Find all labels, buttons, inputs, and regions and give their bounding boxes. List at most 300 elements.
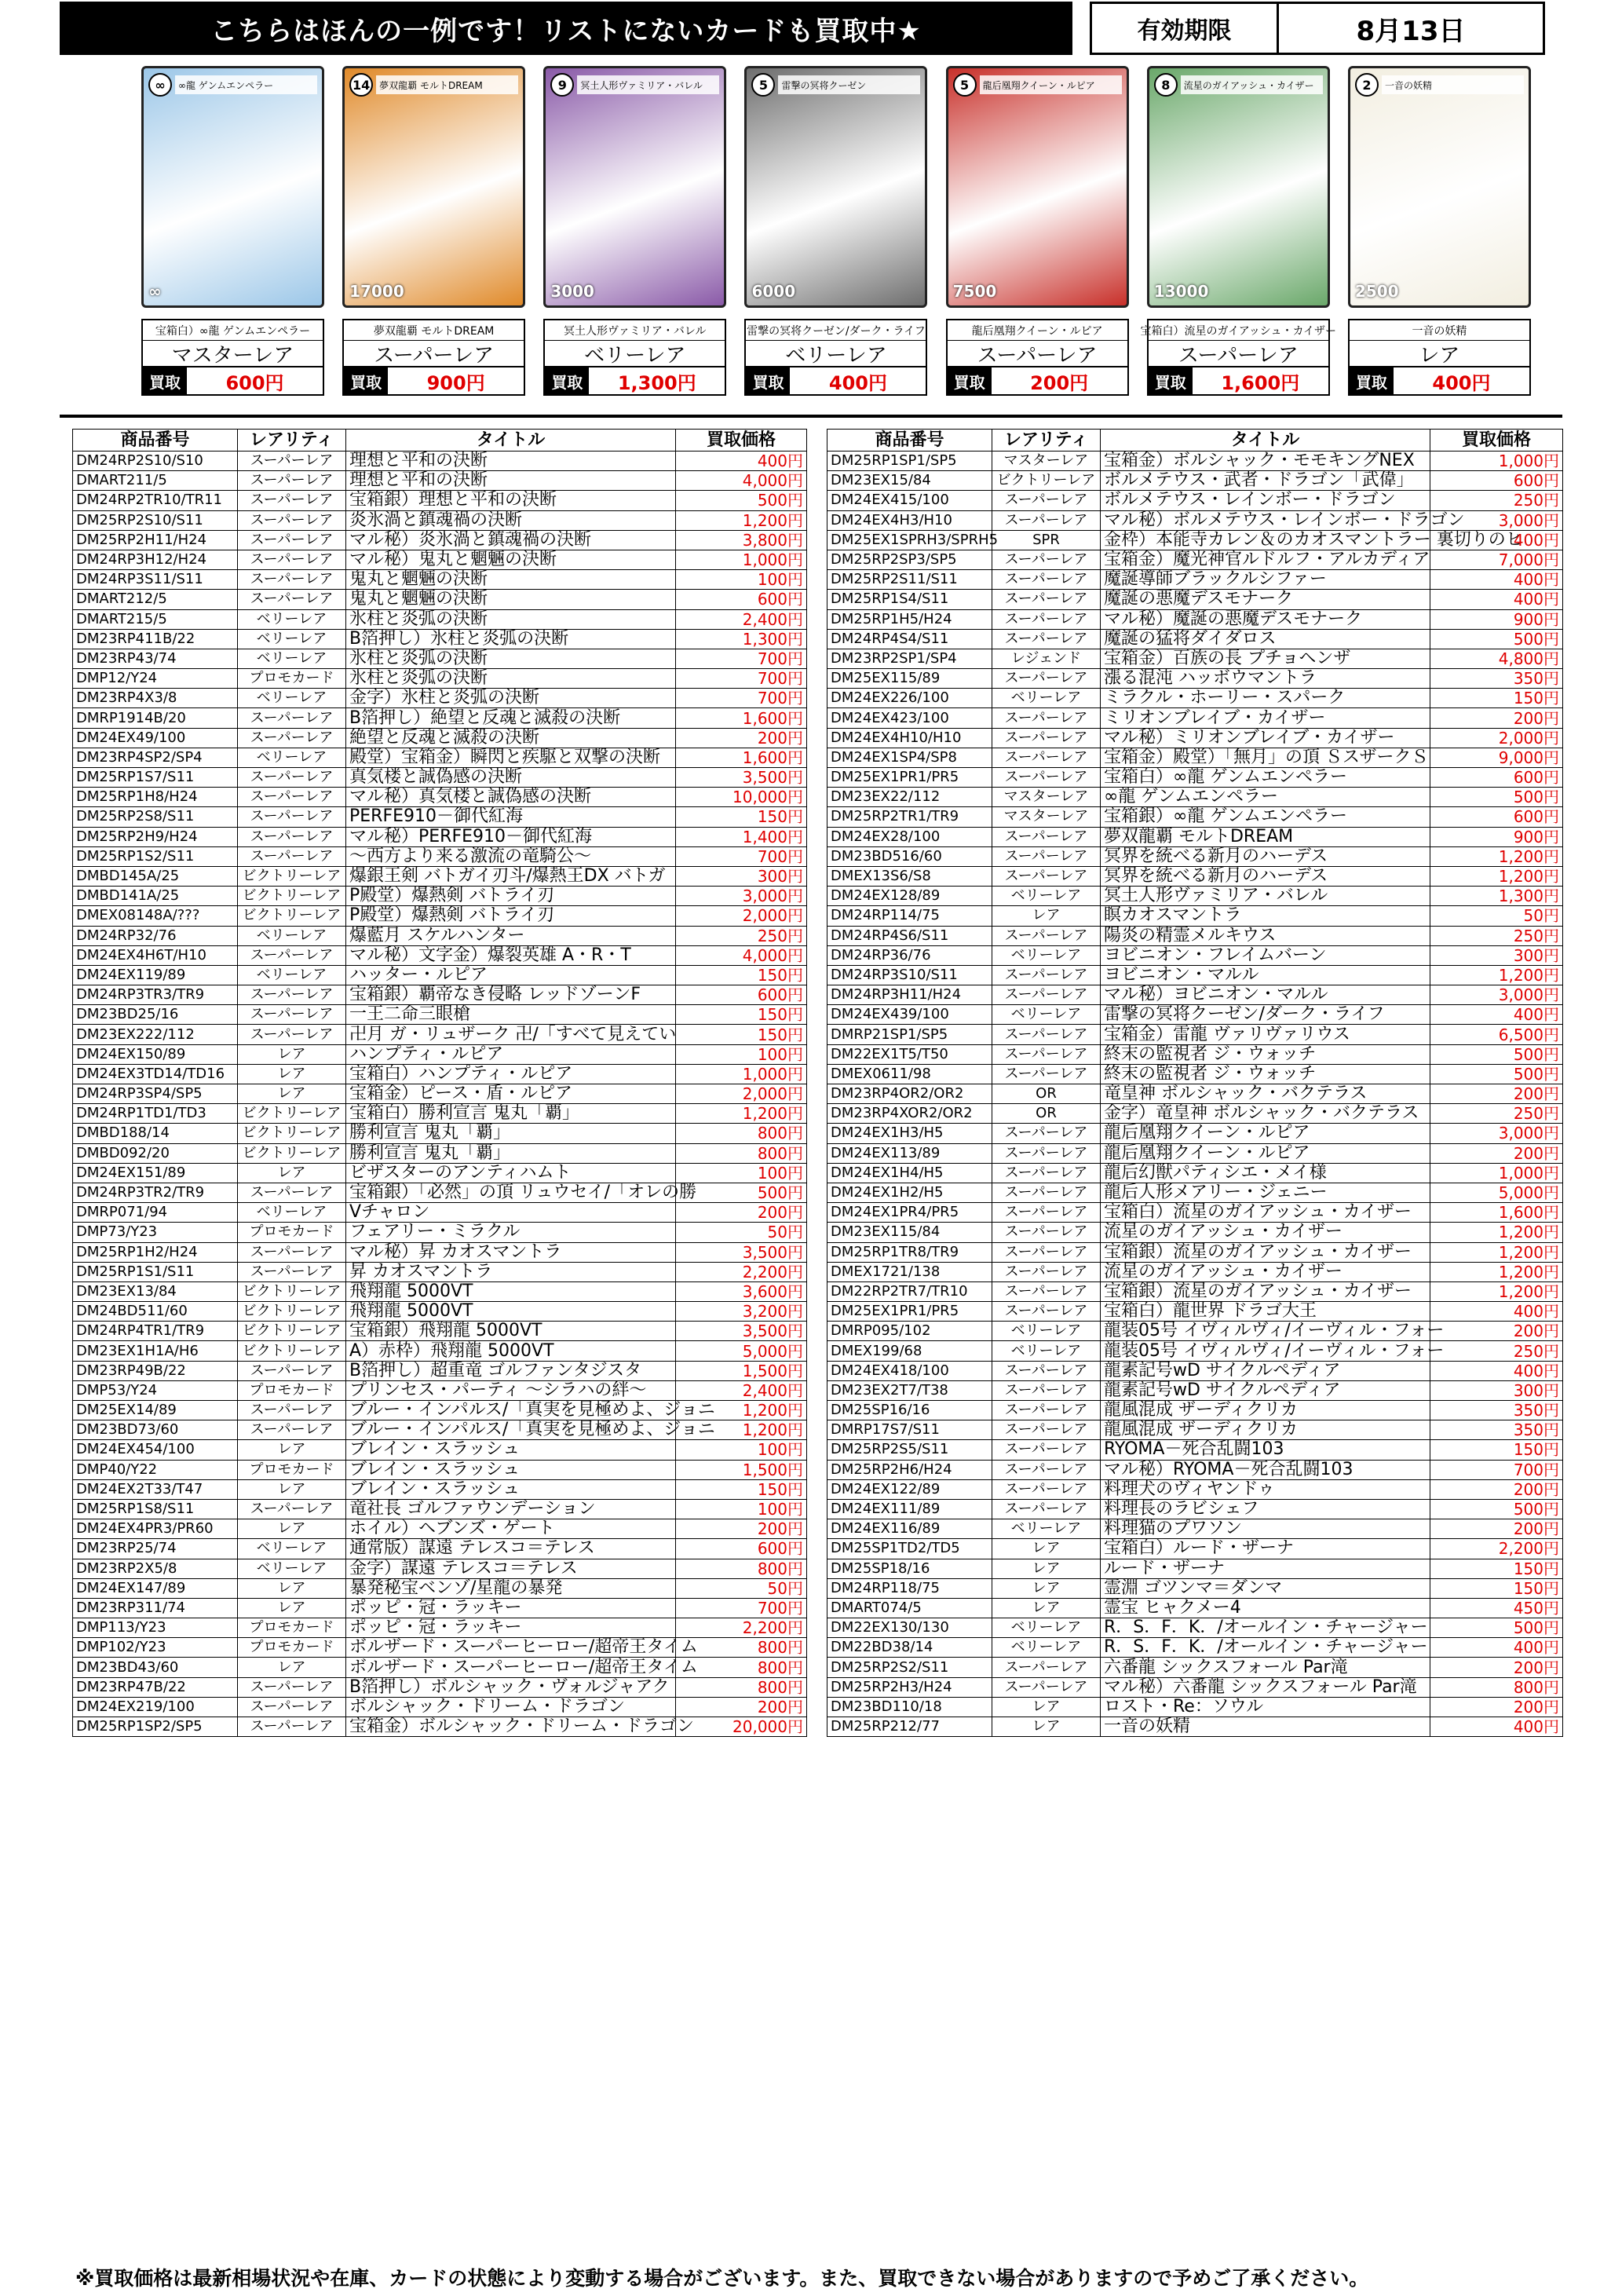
table-row [73, 1578, 807, 1598]
table-header-row [827, 430, 1563, 452]
rarity-cell: スーパーレア [238, 530, 346, 550]
title-cell: ∞龍 ゲンムエンペラー [1101, 788, 1430, 807]
rarity-cell: スーパーレア [238, 1361, 346, 1380]
product-no-cell: DMART211/5 [73, 471, 238, 491]
table-row [827, 1559, 1563, 1578]
price-cell: 500円 [1430, 1618, 1563, 1638]
price-cell: 1,600円 [1430, 1203, 1563, 1223]
table-row [73, 649, 807, 668]
table-row [827, 609, 1563, 629]
rarity-cell: レア [238, 1519, 346, 1539]
rarity-cell: スーパーレア [238, 1420, 346, 1440]
card-rarity: マスターレア [143, 341, 323, 367]
rarity-cell: ビクトリーレア [238, 1302, 346, 1322]
expiry-date: 8月13日 [1356, 15, 1466, 47]
title-cell: マル秘）PERFE910－御代紅海 [346, 827, 676, 846]
table-row [827, 1341, 1563, 1361]
title-cell: 流星のガイアッシュ・カイザー [1101, 1223, 1430, 1242]
product-no-cell: DM24RP32/76 [73, 926, 238, 945]
price-cell: 1,200円 [676, 1104, 807, 1124]
rarity-cell: スーパーレア [238, 807, 346, 827]
featured-card [543, 66, 726, 396]
table-row [827, 728, 1563, 748]
rarity-cell: ベリーレア [238, 1539, 346, 1559]
table-row [73, 788, 807, 807]
card-rarity: スーパーレア [1149, 341, 1328, 367]
price-cell: 3,000円 [1430, 510, 1563, 530]
table-row [73, 1401, 807, 1420]
card-power: 13000 [1153, 282, 1209, 301]
table-row [827, 1578, 1563, 1598]
title-cell: 宝箱銀）∞龍 ゲンムエンペラー [1101, 807, 1430, 827]
price-cell: 200円 [676, 1519, 807, 1539]
rarity-cell: ビクトリーレア [238, 1104, 346, 1124]
title-cell: 鬼丸と魍魎の決断 [346, 590, 676, 609]
table-row [827, 1242, 1563, 1262]
price-cell: 3,500円 [676, 1242, 807, 1262]
rarity-cell: スーパーレア [238, 728, 346, 748]
card-buy-row [545, 367, 725, 394]
card-art [543, 66, 726, 308]
product-no-cell: DM23EX13/84 [73, 1281, 238, 1301]
rarity-cell: ベリーレア [992, 945, 1101, 965]
header-rarity: レアリティ [238, 430, 346, 452]
product-no-cell: DM24RP3SP4/SP5 [73, 1084, 238, 1104]
title-cell: 龍后凰翔クイーン・ルピア [1101, 1124, 1430, 1143]
card-name: 一音の妖精 [1382, 75, 1524, 94]
table-row [827, 1361, 1563, 1380]
product-no-cell: DM25EX1PR1/PR5 [827, 1302, 992, 1322]
title-cell: B箔押し）ボルシャック・ヴォルジャアク [346, 1677, 676, 1697]
header-rarity: レアリティ [992, 430, 1101, 452]
table-row [827, 985, 1563, 1005]
title-cell: 勝利宣言 鬼丸「覇」 [346, 1143, 676, 1163]
title-cell: ルード・ザーナ [1101, 1559, 1430, 1578]
table-row [827, 926, 1563, 945]
title-cell: 六番龍 シックスフォール Par滝 [1101, 1658, 1430, 1677]
card-caption: 冥土人形ヴァミリア・バレル [545, 320, 725, 341]
rarity-cell: スーパーレア [238, 452, 346, 471]
price-cell: 150円 [1430, 689, 1563, 708]
product-no-cell: DM24RP3H12/H24 [73, 550, 238, 569]
table-row [73, 1322, 807, 1341]
title-cell: 宝箱金）ボルシャック・ドリーム・ドラゴン [346, 1717, 676, 1737]
price-cell: 200円 [1430, 1658, 1563, 1677]
price-cell: 200円 [676, 1697, 807, 1717]
title-cell: 真気楼と誠偽感の決断 [346, 768, 676, 788]
rarity-cell: スーパーレア [992, 550, 1101, 569]
rarity-cell: スーパーレア [238, 1401, 346, 1420]
rarity-cell: スーパーレア [992, 1499, 1101, 1519]
product-no-cell: DMRP17S7/S11 [827, 1420, 992, 1440]
table-row [827, 866, 1563, 886]
title-cell: 宝箱白）ルード・ザーナ [1101, 1539, 1430, 1559]
card-price: 1,300円 [617, 371, 696, 394]
table-row [827, 1005, 1563, 1025]
buy-label: 買取 [344, 367, 388, 394]
title-cell: ハッター・ルピア [346, 965, 676, 985]
price-cell: 300円 [676, 866, 807, 886]
product-no-cell: DM22EX1T5/T50 [827, 1044, 992, 1064]
product-no-cell: DM25RP2S11/S11 [827, 570, 992, 590]
title-cell: 魔誕の猛将ダイダロス [1101, 629, 1430, 649]
product-no-cell: DM23RP4XOR2/OR2 [827, 1104, 992, 1124]
card-rarity: ベリーレア [545, 341, 725, 367]
table-row [73, 1420, 807, 1440]
card-power: 6000 [751, 282, 796, 301]
title-cell: マル秘）炎氷渦と鎮魂禍の決断 [346, 530, 676, 550]
product-no-cell: DM23RP4SP2/SP4 [73, 748, 238, 767]
product-no-cell: DM24EX122/89 [827, 1479, 992, 1499]
card-info [543, 319, 726, 396]
title-cell: 終末の監視者 ジ・ウォッチ [1101, 1044, 1430, 1064]
title-cell: 宝箱銀）流星のガイアッシュ・カイザー [1101, 1281, 1430, 1301]
rarity-cell: レア [992, 1539, 1101, 1559]
rarity-cell: スーパーレア [992, 491, 1101, 510]
table-row [73, 1539, 807, 1559]
card-caption: 宝箱白）∞龍 ゲンムエンペラー [143, 320, 323, 341]
product-no-cell: DM25RP2H6/H24 [827, 1460, 992, 1479]
price-cell: 250円 [1430, 926, 1563, 945]
price-cell: 400円 [1430, 1005, 1563, 1025]
card-price: 200円 [1030, 371, 1089, 394]
table-row [827, 1677, 1563, 1697]
rarity-cell: ビクトリーレア [238, 1124, 346, 1143]
rarity-cell: スーパーレア [992, 1242, 1101, 1262]
title-cell: 龍后凰翔クイーン・ルピア [1101, 1143, 1430, 1163]
table-row [73, 768, 807, 788]
rarity-cell: スーパーレア [992, 1479, 1101, 1499]
title-cell: 瞑カオスマントラ [1101, 906, 1430, 926]
price-cell: 9,000円 [1430, 748, 1563, 767]
title-cell: R．S．F．K．/オールイン・チャージャー [1101, 1618, 1430, 1638]
product-no-cell: DM25SP16/16 [827, 1401, 992, 1420]
product-no-cell: DM24EX4H6T/H10 [73, 945, 238, 965]
product-no-cell: DM24EX3TD14/TD16 [73, 1064, 238, 1084]
title-cell: 宝箱金）ボルシャック・モモキングNEX [1101, 452, 1430, 471]
title-cell: 一王二命三眼槍 [346, 1005, 676, 1025]
title-cell: ブルー・インパルス/「真実を見極めよ、ジョニ [346, 1420, 676, 1440]
rarity-cell: スーパーレア [992, 1281, 1101, 1301]
title-cell: 鬼丸と魍魎の決断 [346, 570, 676, 590]
product-no-cell: DM23RP2SP1/SP4 [827, 649, 992, 668]
table-row [73, 1281, 807, 1301]
table-row [73, 1598, 807, 1618]
rarity-cell: ベリーレア [992, 1618, 1101, 1638]
featured-card [141, 66, 324, 396]
card-buy-row [143, 367, 323, 394]
price-cell: 700円 [676, 846, 807, 866]
title-cell: ポッピ・冠・ラッキー [346, 1618, 676, 1638]
table-row [73, 1203, 807, 1223]
price-cell: 700円 [676, 669, 807, 689]
title-cell: 龍装05号 イヴィルヴィ/イーヴィル・フォー [1101, 1341, 1430, 1361]
rarity-cell: スーパーレア [992, 629, 1101, 649]
table-row [827, 1638, 1563, 1658]
table-row [827, 1380, 1563, 1400]
price-cell: 2,200円 [1430, 1539, 1563, 1559]
rarity-cell: ビクトリーレア [238, 887, 346, 906]
title-cell: 金字）謀遠 テレスコ＝テレス [346, 1559, 676, 1578]
rarity-cell: スーパーレア [238, 550, 346, 569]
product-no-cell: DM23RP2X5/8 [73, 1559, 238, 1578]
price-cell: 400円 [1430, 1638, 1563, 1658]
rarity-cell: スーパーレア [992, 1124, 1101, 1143]
featured-card [1348, 66, 1531, 396]
table-row [73, 1025, 807, 1044]
price-cell: 200円 [1430, 708, 1563, 728]
rarity-cell: スーパーレア [992, 1440, 1101, 1460]
expiry-box [1090, 2, 1545, 55]
rarity-cell: プロモカード [238, 1618, 346, 1638]
price-cell: 800円 [676, 1658, 807, 1677]
table-row [73, 1084, 807, 1104]
card-info [1140, 319, 1337, 396]
table-row [827, 570, 1563, 590]
rarity-cell: スーパーレア [238, 1697, 346, 1717]
rarity-cell: スーパーレア [238, 570, 346, 590]
card-price: 400円 [828, 371, 888, 394]
title-cell: 龍風混成 ザーディクリカ [1101, 1401, 1430, 1420]
header-product-no: 商品番号 [827, 430, 992, 452]
table-row [73, 1618, 807, 1638]
title-cell: プリンセス・パーティ ～シラハの絆～ [346, 1380, 676, 1400]
price-cell: 300円 [1430, 1380, 1563, 1400]
table-row [827, 1401, 1563, 1420]
title-cell: 龍素記号wD サイクルペディア [1101, 1361, 1430, 1380]
card-caption: 雷撃の冥将クーゼン/ダーク・ライフ [746, 320, 926, 341]
table-row [73, 1064, 807, 1084]
product-no-cell: DM25RP1TR8/TR9 [827, 1242, 992, 1262]
rarity-cell: スーパーレア [992, 1163, 1101, 1183]
rarity-cell: スーパーレア [238, 471, 346, 491]
price-cell: 500円 [1430, 1499, 1563, 1519]
price-cell: 700円 [1430, 1460, 1563, 1479]
buy-label: 買取 [746, 367, 790, 394]
product-no-cell: DM25RP1SP1/SP5 [827, 452, 992, 471]
rarity-cell: プロモカード [238, 1380, 346, 1400]
price-cell: 100円 [676, 1440, 807, 1460]
price-cell: 3,800円 [676, 530, 807, 550]
table-row [73, 1302, 807, 1322]
title-cell: ～西方より来る激流の竜騎公～ [346, 846, 676, 866]
card-power: 17000 [349, 282, 404, 301]
price-cell: 350円 [1430, 1401, 1563, 1420]
rarity-cell: スーパーレア [992, 1420, 1101, 1440]
title-cell: 宝箱金）百族の長 プチョヘンザ [1101, 649, 1430, 668]
table-row [827, 768, 1563, 788]
price-cell: 1,200円 [1430, 1262, 1563, 1281]
product-no-cell: DM23RP43/74 [73, 649, 238, 668]
table-row [73, 510, 807, 530]
price-cell: 700円 [676, 1598, 807, 1618]
header-price: 買取価格 [1430, 430, 1563, 452]
table-row [827, 1440, 1563, 1460]
product-no-cell: DM24EX150/89 [73, 1044, 238, 1064]
card-cost: 14 [349, 73, 373, 97]
title-cell: 宝箱白）勝利宣言 鬼丸「覇」 [346, 1104, 676, 1124]
price-cell: 400円 [1430, 1717, 1563, 1737]
product-no-cell: DM24EX116/89 [827, 1519, 992, 1539]
title-cell: 冥界を統べる新月のハーデス [1101, 846, 1430, 866]
price-cell: 350円 [1430, 669, 1563, 689]
title-cell: 宝箱金）雷龍 ヴァリヴァリウス [1101, 1025, 1430, 1044]
table-row [73, 1380, 807, 1400]
product-no-cell: DMART212/5 [73, 590, 238, 609]
table-row [827, 945, 1563, 965]
price-cell: 1,000円 [676, 550, 807, 569]
title-cell: 雷撃の冥将クーゼン/ダーク・ライフ [1101, 1005, 1430, 1025]
card-cost: 8 [1154, 73, 1178, 97]
product-no-cell: DM24EX423/100 [827, 708, 992, 728]
price-cell: 3,000円 [1430, 1124, 1563, 1143]
rarity-cell: スーパーレア [992, 708, 1101, 728]
table-row [827, 1598, 1563, 1618]
product-no-cell: DMP40/Y22 [73, 1460, 238, 1479]
rarity-cell: レア [238, 1044, 346, 1064]
rarity-cell: ベリーレア [238, 689, 346, 708]
title-cell: 宝箱金）ピース・盾・ルピア [346, 1084, 676, 1104]
title-cell: 理想と平和の決断 [346, 452, 676, 471]
header-banner: こちらはほんの一例です！リストにないカードも買取中★ [60, 2, 1072, 55]
title-cell: フェアリー・ミラクル [346, 1223, 676, 1242]
table-row [73, 629, 807, 649]
price-cell: 1,200円 [676, 510, 807, 530]
price-cell: 400円 [1430, 570, 1563, 590]
product-no-cell: DM23RP311/74 [73, 1598, 238, 1618]
price-cell: 4,800円 [1430, 649, 1563, 668]
card-buy-row [344, 367, 524, 394]
price-cell: 150円 [676, 1005, 807, 1025]
rarity-cell: スーパーレア [992, 1064, 1101, 1084]
title-cell: 魔誕導師ブラックルシファー [1101, 570, 1430, 590]
table-row [827, 1420, 1563, 1440]
table-row [827, 1499, 1563, 1519]
title-cell: マル秘）ヨビニオン・マルル [1101, 985, 1430, 1005]
product-no-cell: DM25RP2H9/H24 [73, 827, 238, 846]
table-row [73, 689, 807, 708]
title-cell: ブレイン・スラッシュ [346, 1460, 676, 1479]
price-cell: 200円 [1430, 1519, 1563, 1539]
title-cell: 龍装05号 イヴィルヴィ/イーヴィル・フォー [1101, 1322, 1430, 1341]
title-cell: 陽炎の精霊メルキウス [1101, 926, 1430, 945]
table-row [827, 846, 1563, 866]
product-no-cell: DM24EX111/89 [827, 1499, 992, 1519]
table-row [827, 1697, 1563, 1717]
price-cell: 600円 [1430, 768, 1563, 788]
rarity-cell: スーパーレア [238, 985, 346, 1005]
card-power: ∞ [148, 282, 162, 301]
table-row [827, 1084, 1563, 1104]
product-no-cell: DM24EX28/100 [827, 827, 992, 846]
table-row [73, 846, 807, 866]
card-rarity: ベリーレア [746, 341, 926, 367]
table-row [827, 550, 1563, 569]
product-no-cell: DMP113/Y23 [73, 1618, 238, 1638]
price-cell: 1,000円 [1430, 1163, 1563, 1183]
table-row [827, 748, 1563, 767]
table-row [827, 1322, 1563, 1341]
product-no-cell: DM23BD110/18 [827, 1697, 992, 1717]
price-cell: 500円 [676, 491, 807, 510]
price-cell: 1,200円 [1430, 1223, 1563, 1242]
product-no-cell: DM24RP4S6/S11 [827, 926, 992, 945]
title-cell: 飛翔龍 5000VT [346, 1281, 676, 1301]
rarity-cell: スーパーレア [992, 510, 1101, 530]
product-no-cell: DM25RP1S7/S11 [73, 768, 238, 788]
price-cell: 150円 [1430, 1559, 1563, 1578]
price-cell: 100円 [676, 570, 807, 590]
rarity-cell: スーパーレア [238, 1262, 346, 1281]
rarity-cell: スーパーレア [992, 1380, 1101, 1400]
rarity-cell: ベリーレア [992, 1322, 1101, 1341]
header-price: 買取価格 [676, 430, 807, 452]
rarity-cell: レジェンド [992, 649, 1101, 668]
card-rarity: スーパーレア [948, 341, 1127, 367]
rarity-cell: ビクトリーレア [992, 471, 1101, 491]
table-row [827, 1302, 1563, 1322]
title-cell: マル秘）ミリオンブレイブ・カイザー [1101, 728, 1430, 748]
title-cell: 宝箱銀）理想と平和の決断 [346, 491, 676, 510]
title-cell: 金字）竜皇神 ボルシャック・バクテラス [1101, 1104, 1430, 1124]
card-art [1147, 66, 1330, 308]
product-no-cell: DM24EX147/89 [73, 1578, 238, 1598]
product-no-cell: DMEX08148A/??? [73, 906, 238, 926]
product-no-cell: DM25RP212/77 [827, 1717, 992, 1737]
table-row [827, 1163, 1563, 1183]
table-row [73, 530, 807, 550]
product-no-cell: DM25RP1S4/S11 [827, 590, 992, 609]
rarity-cell: ベリーレア [238, 1203, 346, 1223]
price-cell: 4,000円 [676, 945, 807, 965]
rarity-cell: スーパーレア [992, 1658, 1101, 1677]
title-cell: 爆銀王剣 バトガイ刃斗/爆熱王DX バトガ [346, 866, 676, 886]
card-price: 1,600円 [1221, 371, 1300, 394]
card-price: 600円 [225, 371, 284, 394]
buy-label: 買取 [143, 367, 187, 394]
title-cell: B箔押し）絶望と反魂と滅殺の決断 [346, 708, 676, 728]
product-no-cell: DM22EX130/130 [827, 1618, 992, 1638]
featured-cards [141, 66, 1531, 396]
price-cell: 1,600円 [676, 708, 807, 728]
header-title: タイトル [346, 430, 676, 452]
title-cell: ブレイン・スラッシュ [346, 1479, 676, 1499]
title-cell: 竜社長 ゴルファウンデーション [346, 1499, 676, 1519]
rarity-cell: スーパーレア [992, 827, 1101, 846]
price-cell: 250円 [1430, 1341, 1563, 1361]
product-no-cell: DM24EX415/100 [827, 491, 992, 510]
card-caption: 宝箱白）流星のガイアッシュ・カイザー [1149, 320, 1328, 341]
table-row [827, 510, 1563, 530]
price-cell: 1,600円 [676, 748, 807, 767]
rarity-cell: スーパーレア [992, 1401, 1101, 1420]
table-row [827, 1143, 1563, 1163]
product-no-cell: DMEX199/68 [827, 1341, 992, 1361]
card-rarity: スーパーレア [344, 341, 524, 367]
rarity-cell: スーパーレア [992, 1460, 1101, 1479]
rarity-cell: スーパーレア [238, 1183, 346, 1202]
table-row [73, 590, 807, 609]
rarity-cell: レア [992, 906, 1101, 926]
card-name: 雷撃の冥将クーゼン [778, 75, 920, 94]
title-cell: 宝箱銀）「必然」の頂 リュウセイ/「オレの勝 [346, 1183, 676, 1202]
table-row [827, 1479, 1563, 1499]
rarity-cell: レア [992, 1559, 1101, 1578]
rarity-cell: ベリーレア [238, 926, 346, 945]
title-cell: マル秘）昇 カオスマントラ [346, 1242, 676, 1262]
rarity-cell: スーパーレア [992, 1361, 1101, 1380]
title-cell: 龍后人形メアリー・ジェニー [1101, 1183, 1430, 1202]
